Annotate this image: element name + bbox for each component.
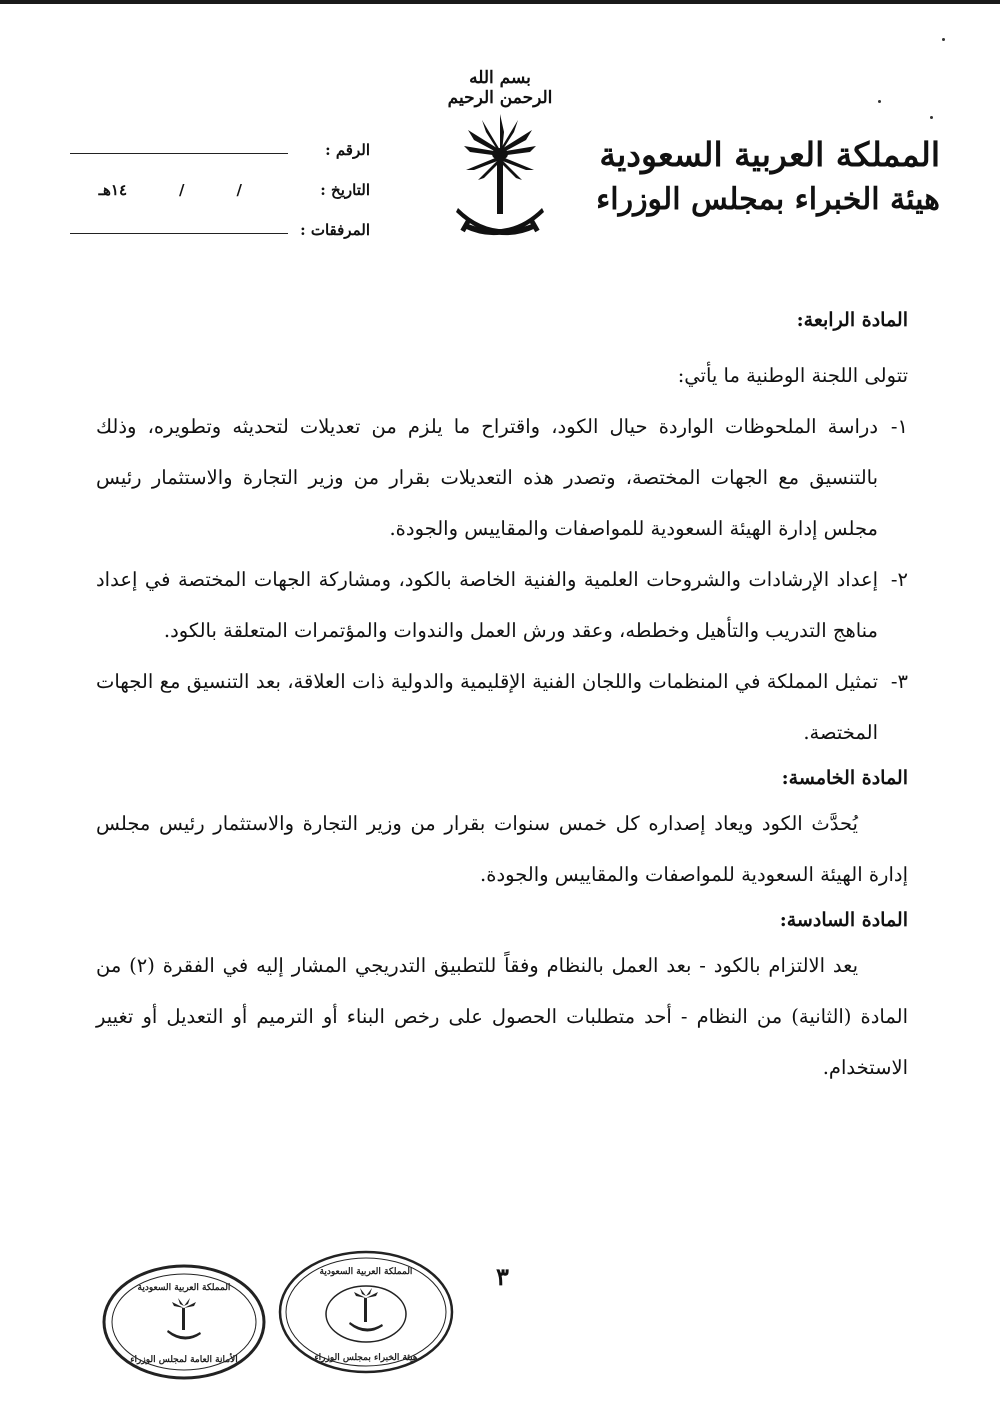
scan-speck xyxy=(942,38,945,41)
date-slash: / xyxy=(236,181,242,199)
article-4-intro: تتولى اللجنة الوطنية ما يأتي: xyxy=(677,364,908,387)
scan-speck xyxy=(930,116,933,119)
org-country: المملكة العربية السعودية xyxy=(599,135,940,174)
official-seal-icon xyxy=(276,1248,456,1376)
item-text: إعداد الإرشادات والشروحات العلمية والفنية الخاصة بالكود، ومشاركة الجهات المختصة في إعداد مناهج التدريب والتأهيل وخططه، وعقد ورش العمل والندوات والمؤتمرات المتعلقة بالكود. xyxy=(96,568,878,642)
bismillah: بسم الله الرحمن الرحيم xyxy=(447,68,553,108)
page-number: ٣ xyxy=(496,1262,509,1291)
top-border-line xyxy=(0,0,1000,4)
date-row xyxy=(70,170,370,210)
item-number: ١- xyxy=(890,415,908,438)
article-4-item xyxy=(96,656,908,758)
ref-number-row xyxy=(70,130,370,170)
seal-text: المملكة العربية السعودية xyxy=(137,1283,231,1293)
article-4-item xyxy=(96,401,908,554)
org-body: هيئة الخبراء بمجلس الوزراء xyxy=(596,182,940,217)
item-text: تمثيل المملكة في المنظمات واللجان الفنية الإقليمية والدولية ذات العلاقة، بعد التنسيق مع الجهات المختصة. xyxy=(96,670,878,744)
item-number: ٢- xyxy=(890,568,908,591)
organization-name xyxy=(596,132,940,222)
article-5-text: يُحدَّث الكود ويعاد إصداره كل خمس سنوات بقرار من وزير التجارة والاستثمار رئيس مجلس إدارة الهيئة السعودية للمواصفات والمقاييس والجودة. xyxy=(96,812,908,886)
article-4-item xyxy=(96,554,908,656)
seal-text: هيئة الخبراء بمجلس الوزراء xyxy=(314,1353,418,1363)
seal-text: الأمانة العامة لمجلس الوزراء xyxy=(130,1355,238,1365)
attachments-line xyxy=(70,233,288,234)
article-4-title: المادة الرابعة: xyxy=(796,309,908,331)
official-seal-icon xyxy=(100,1262,268,1382)
ref-number-line xyxy=(70,153,288,154)
attachments-label: المرفقات : xyxy=(300,221,370,239)
reference-block xyxy=(70,130,370,250)
item-text: دراسة الملحوظات الواردة حيال الكود، واقتراح ما يلزم من تعديلات لتحديثه وتطويره، وذلك بالتنسيق مع الجهات المختصة، وتصدر هذه التعديلات بقرار من وزير التجارة والاستثمار رئيس مجلس إدارة الهيئة السعودية للمواصفات والمقاييس والجودة. xyxy=(96,415,878,540)
article-6-title: المادة السادسة: xyxy=(779,909,908,931)
saudi-emblem-icon xyxy=(450,112,550,262)
date-slash: / xyxy=(179,181,185,199)
scan-speck xyxy=(878,100,881,103)
item-number: ٣- xyxy=(890,670,908,693)
article-6-text: يعد الالتزام بالكود - بعد العمل بالنظام وفقاً للتطبيق التدريجي المشار إليه في الفقرة (٢) من المادة (الثانية) من النظام - أحد متطلبات الحصول على رخص البناء أو الترميم أو التعديل أو تغيير الاستخدام. xyxy=(96,954,908,1079)
ref-number-label: الرقم : xyxy=(325,141,370,159)
date-fields xyxy=(99,181,292,199)
seal-text: المملكة العربية السعودية xyxy=(319,1267,413,1277)
attachments-row xyxy=(70,210,370,250)
document-body xyxy=(96,300,908,1093)
article-5-title: المادة الخامسة: xyxy=(781,767,908,789)
date-year-suffix: ١٤هـ xyxy=(98,181,128,199)
date-label: التاريخ : xyxy=(320,181,370,199)
